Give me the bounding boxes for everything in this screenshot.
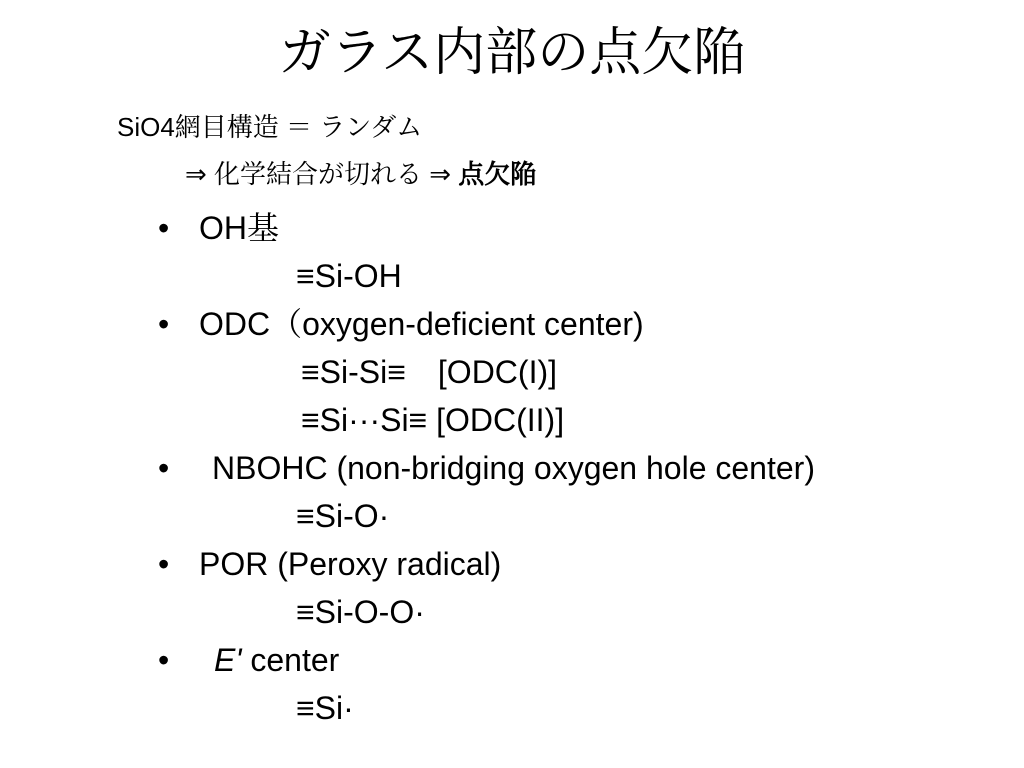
formula-si-o-o-radical	[296, 592, 425, 632]
bullet-dot: •	[158, 642, 170, 678]
triple-bond-symbol: ≡	[301, 402, 320, 438]
triple-bond-symbol: ≡	[296, 594, 315, 630]
bullet-dot: •	[158, 546, 170, 582]
e-prime-suffix: center	[241, 642, 340, 678]
slide-title: ガラス内部の点欠陥	[278, 23, 746, 83]
intro-line-structure: SiO4網目構造 ＝ ランダム	[117, 112, 423, 142]
triple-bond-symbol: ≡	[296, 690, 315, 726]
formula-text: Si·	[314, 690, 354, 726]
formula-si-radical	[296, 688, 354, 728]
formula-tag: [ODC(II)]	[427, 402, 565, 438]
bullet-dot: •	[158, 306, 170, 342]
triple-bond-symbol: ≡	[387, 354, 406, 390]
formula-odc-1	[301, 352, 557, 392]
bullet-label-nbohc: NBOHC (non-bridging oxygen hole center)	[212, 450, 815, 486]
triple-bond-symbol: ≡	[296, 258, 315, 294]
bullet-dot: •	[158, 450, 170, 486]
formula-si-oh	[296, 256, 402, 296]
intro-consequence-text: ⇒ 化学結合が切れる ⇒	[185, 159, 452, 189]
triple-bond-symbol: ≡	[301, 354, 320, 390]
formula-odc-2	[301, 400, 564, 440]
e-prime-symbol: E'	[214, 642, 242, 678]
intro-line-consequence	[185, 157, 536, 191]
formula-text: Si-O-O·	[314, 594, 425, 630]
triple-bond-symbol: ≡	[296, 498, 315, 534]
formula-text: Si···Si	[319, 402, 409, 438]
formula-text: Si-O·	[314, 498, 390, 534]
bullet-dot: •	[158, 210, 170, 246]
bullet-label-odc: ODC（oxygen-deficient center)	[199, 306, 644, 342]
bullet-label-e-prime	[214, 640, 339, 680]
formula-tag: [ODC(I)]	[405, 354, 558, 390]
triple-bond-symbol: ≡	[408, 402, 428, 438]
intro-point-defect-label: 点欠陥	[458, 159, 537, 189]
formula-text: Si-Si	[319, 354, 388, 390]
bullet-label-por: POR (Peroxy radical)	[199, 546, 502, 582]
formula-text: Si-OH	[314, 258, 402, 294]
formula-si-o-radical	[296, 496, 389, 536]
bullet-label-oh: OH基	[199, 210, 280, 246]
